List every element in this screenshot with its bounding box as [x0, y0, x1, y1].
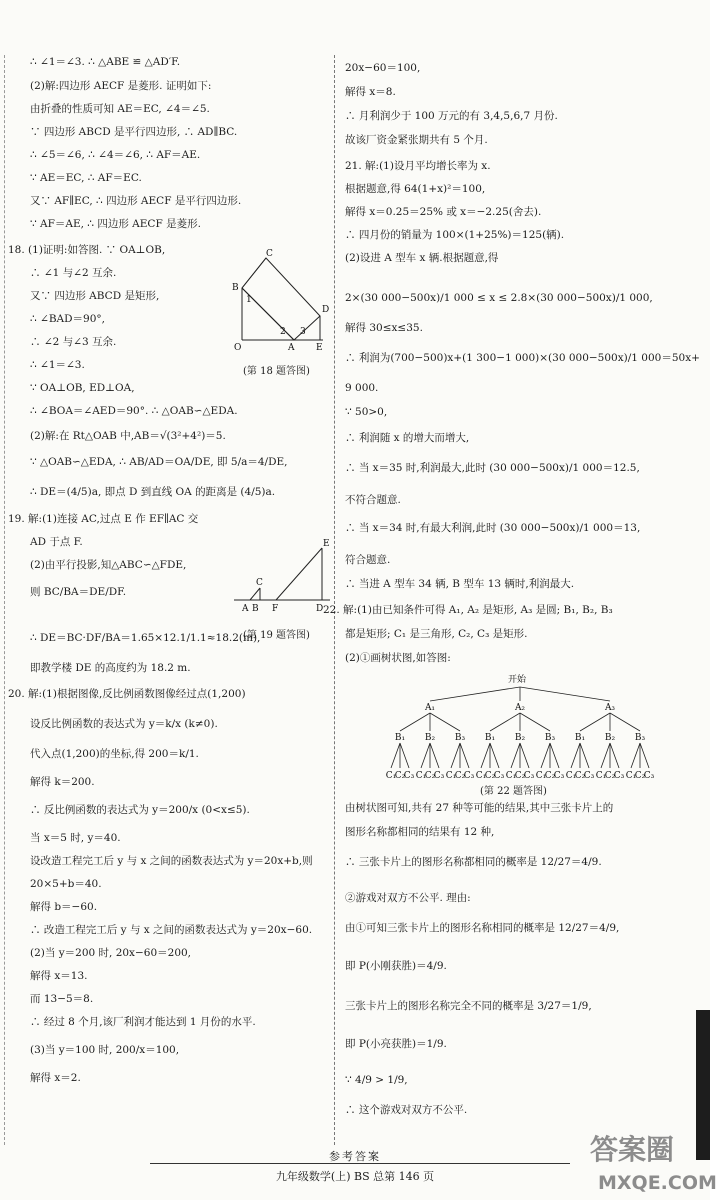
text-line: ∵ OA⊥OB, ED⊥OA, — [30, 382, 135, 394]
text-line: 而 13−5＝8. — [30, 993, 94, 1005]
tree-node-c: C₂ — [514, 771, 526, 781]
tree-node-c: C₃ — [583, 771, 595, 781]
footer-subtitle: 九年级数学(上) BS 总第 146 页 — [275, 1170, 435, 1183]
tree-branch — [490, 713, 520, 731]
text-line: 即 P(小刚获胜)＝4/9. — [345, 960, 447, 972]
text-line: 解得 x＝0.25＝25% 或 x＝−2.25(舍去). — [345, 206, 542, 218]
text-line: 解得 b＝−60. — [30, 901, 98, 913]
text-line: 则 BC/BA＝DE/DF. — [30, 586, 127, 598]
figure-18-caption: (第 18 题答图) — [243, 366, 310, 377]
text-line: 22. 解:(1)由已知条件可得 A₁, A₂ 是矩形, A₃ 是圆; B₁, B₂, B₃ — [323, 604, 613, 616]
tree-branch — [451, 743, 460, 768]
tree-node-a: A₂ — [514, 703, 526, 713]
text-line: ∴ 改造工程完工后 y 与 x 之间的函数表达式为 y＝20x−60. — [30, 924, 313, 936]
figure-22-caption: (第 22 题答图) — [480, 786, 547, 797]
text-line: 19. 解:(1)连接 AC,过点 E 作 EF∥AC 交 — [8, 513, 199, 525]
text-line: 设反比例函数的表达式为 y＝k/x (k≠0). — [30, 718, 218, 730]
tree-branch — [400, 713, 430, 731]
fig18-label: B — [232, 283, 239, 293]
text-line: 设改造工程完工后 y 与 x 之间的函数表达式为 y＝20x+b,则 — [30, 855, 313, 867]
text-line: ∴ 反比例函数的表达式为 y＝200/x (0<x≤5). — [30, 804, 250, 816]
text-line: (2)由平行投影,知△ABC∽△FDE, — [30, 559, 187, 571]
text-line: ∵ 4/9 > 1/9, — [345, 1074, 408, 1086]
text-line: 由树状图可知,共有 27 种等可能的结果,其中三张卡片上的 — [345, 802, 614, 814]
tree-node-c: C₃ — [493, 771, 505, 781]
tree-node-c: C₁ — [475, 771, 487, 781]
tree-node-c: C₃ — [523, 771, 535, 781]
text-line: ∴ ∠1＝∠3. ∴ △ABE ≌ △AD′F. — [30, 56, 181, 68]
text-line: ∴ 当 x＝35 时,利润最大,此时 (30 000−500x)/1 000＝12.5, — [345, 462, 640, 474]
text-line: (3)当 y＝100 时, 200/x＝100, — [30, 1044, 180, 1056]
text-line: (2)解:在 Rt△OAB 中,AB＝√(3²+4²)＝5. — [30, 430, 226, 442]
text-line: 又∵ AF∥EC, ∴ 四边形 AECF 是平行四边形. — [30, 195, 242, 207]
fig19-label: A — [242, 604, 249, 614]
tree-node-b: B₁ — [484, 733, 496, 743]
tree-branch — [520, 687, 610, 701]
figure-18 — [228, 250, 328, 360]
tree-branch — [430, 687, 520, 701]
text-line: 解得 x＝8. — [345, 86, 396, 98]
tree-node-c: C₃ — [403, 771, 415, 781]
text-line: 解得 30≤x≤35. — [345, 322, 423, 334]
tree-branch — [391, 743, 400, 768]
text-line: 解得 x＝2. — [30, 1072, 81, 1084]
text-line: 根据题意,得 64(1+x)²＝100, — [345, 183, 486, 195]
tree-branch — [520, 743, 529, 768]
fig19-label: C — [256, 578, 263, 588]
tree-branch — [610, 743, 619, 768]
tree-node-c: C₂ — [574, 771, 586, 781]
text-line: 20×5+b＝40. — [30, 878, 102, 890]
fig18-label: 1 — [246, 295, 252, 305]
fig19-label: D — [316, 604, 324, 614]
tree-node-c: C₃ — [433, 771, 445, 781]
margin-rule — [4, 55, 5, 1145]
text-line: 解得 k＝200. — [30, 776, 95, 788]
tree-branch — [400, 743, 409, 768]
text-line: ∴ ∠1＝∠3. — [30, 359, 85, 371]
tree-node-c: C₁ — [445, 771, 457, 781]
tree-branch — [421, 743, 430, 768]
text-line: ∴ 经过 8 个月,该厂利润才能达到 1 月份的水平. — [30, 1016, 256, 1028]
text-line: 故该厂资金紧张期共有 5 个月. — [345, 134, 488, 146]
text-line: 三张卡片上的图形名称完全不同的概率是 3/27＝1/9, — [345, 1000, 592, 1012]
text-line: 20. 解:(1)根据图像,反比例函数图像经过点(1,200) — [8, 688, 246, 700]
tree-branch — [571, 743, 580, 768]
tree-node-b: B₃ — [634, 733, 646, 743]
tree-node-c: C₂ — [394, 771, 406, 781]
tree-node-b: B₂ — [514, 733, 526, 743]
text-line: ∴ 这个游戏对双方不公平. — [345, 1104, 468, 1116]
text-line: ∵ △OAB∽△EDA, ∴ AB/AD＝OA/DE, 即 5/a＝4/DE, — [30, 456, 288, 468]
text-line: ∴ 月利润少于 100 万元的有 3,4,5,6,7 月份. — [345, 110, 558, 122]
tree-branch — [610, 713, 640, 731]
tree-node-c: C₁ — [415, 771, 427, 781]
text-line: 代入点(1,200)的坐标,得 200＝k/1. — [30, 748, 199, 760]
text-line: ∵ AE＝EC, ∴ AF＝EC. — [30, 172, 142, 184]
text-line: 当 x＝5 时, y＝40. — [30, 832, 121, 844]
tree-node-c: C₁ — [565, 771, 577, 781]
tree-node-c: C₁ — [535, 771, 547, 781]
tree-node-c: C₂ — [634, 771, 646, 781]
tree-node-c: C₃ — [463, 771, 475, 781]
text-line: 不符合题意. — [345, 494, 401, 506]
text-line: 由折叠的性质可知 AE＝EC, ∠4＝∠5. — [30, 103, 210, 115]
text-line: 2×(30 000−500x)/1 000 ≤ x ≤ 2.8×(30 000−500x)/1 000, — [345, 292, 653, 304]
text-line: ∵ AF＝AE, ∴ 四边形 AECF 是菱形. — [30, 218, 201, 230]
figure-19 — [228, 536, 333, 616]
watermark-text: 答案圈 — [590, 1133, 675, 1166]
fig19-label: F — [272, 604, 279, 614]
tree-node-c: C₂ — [454, 771, 466, 781]
text-line: 即 P(小亮获胜)＝1/9. — [345, 1038, 447, 1050]
tree-branch — [550, 743, 559, 768]
tree-node-c: C₂ — [424, 771, 436, 781]
tree-node-c: C₁ — [505, 771, 517, 781]
text-line: AD 于点 F. — [30, 536, 83, 548]
footer-title: 参考答案 — [329, 1150, 381, 1163]
watermark-url: MXQE.COM — [598, 1172, 717, 1194]
text-line: ∴ 利润随 x 的增大而增大, — [345, 432, 470, 444]
tree-branch — [580, 713, 610, 731]
tree-node-c: C₁ — [595, 771, 607, 781]
text-line: (2)当 y＝200 时, 20x−60＝200, — [30, 947, 192, 959]
tree-node-c: C₁ — [385, 771, 397, 781]
text-line: 图形名称都相同的结果有 12 种, — [345, 826, 495, 838]
tree-node-c: C₂ — [544, 771, 556, 781]
tree-node-b: B₂ — [604, 733, 616, 743]
tree-node-b: B₂ — [424, 733, 436, 743]
figure-22-tree — [370, 672, 670, 782]
footer-rule — [150, 1163, 570, 1164]
text-line: ∴ DE＝(4/5)a, 即点 D 到直线 OA 的距离是 (4/5)a. — [30, 486, 276, 498]
figure-19-caption: (第 19 题答图) — [243, 630, 310, 641]
text-line: ∴ 当 x＝34 时,有最大利润,此时 (30 000−500x)/1 000＝13, — [345, 522, 641, 534]
tree-branch — [541, 743, 550, 768]
fig18-label: D — [322, 305, 330, 315]
tree-branch — [460, 743, 469, 768]
tree-node-c: C₃ — [643, 771, 655, 781]
tree-branch — [520, 713, 550, 731]
tree-node-c: C₁ — [625, 771, 637, 781]
text-line: ∴ DE＝BC·DF/BA＝1.65×12.1/1.1≈18.2(m), — [30, 632, 261, 644]
text-line: (2)解:四边形 AECF 是菱形. 证明如下: — [30, 80, 212, 92]
tree-branch — [640, 743, 649, 768]
tree-branch — [601, 743, 610, 768]
text-line: ∴ ∠BOA＝∠AED＝90°. ∴ △OAB∽△EDA. — [30, 405, 238, 417]
tree-branch — [430, 713, 460, 731]
text-line: ∴ 四月份的销量为 100×(1+25%)＝125(辆). — [345, 229, 565, 241]
fig18-label: O — [234, 343, 242, 353]
text-line: ∴ 三张卡片上的图形名称都相同的概率是 12/27＝4/9. — [345, 856, 602, 868]
tree-node-b: B₃ — [454, 733, 466, 743]
text-line: ∴ ∠BAD＝90°, — [30, 313, 105, 325]
tree-branch — [580, 743, 589, 768]
tree-branch — [631, 743, 640, 768]
text-line: ②游戏对双方不公平. 理由: — [345, 892, 471, 904]
column-divider — [334, 55, 335, 1145]
tree-branch — [490, 743, 499, 768]
text-line: 符合题意. — [345, 554, 391, 566]
tree-node-b: B₃ — [544, 733, 556, 743]
fig18-label: 3 — [300, 327, 306, 337]
text-line: ∵ 50>0, — [345, 406, 388, 418]
tree-branch — [430, 743, 439, 768]
text-line: 都是矩形; C₁ 是三角形, C₂, C₃ 是矩形. — [345, 628, 528, 640]
fig18-label: 2 — [280, 327, 286, 337]
text-line: ∴ 利润为(700−500)x+(1 300−1 000)×(30 000−500x)/1 000＝50x+ — [345, 352, 700, 364]
tree-node-c: C₃ — [553, 771, 565, 781]
tree-node-a: A₁ — [424, 703, 436, 713]
fig19-label: E — [323, 539, 330, 549]
text-line: 解得 x＝13. — [30, 970, 88, 982]
text-line: (2)设进 A 型车 x 辆.根据题意,得 — [345, 252, 499, 264]
tree-node-b: B₁ — [574, 733, 586, 743]
text-line: ∴ ∠1 与∠2 互余. — [30, 267, 117, 279]
text-line: (2)①画树状图,如答图: — [345, 652, 451, 664]
text-line: 18. (1)证明:如答图. ∵ OA⊥OB, — [8, 244, 166, 256]
watermark-logo — [590, 1128, 717, 1200]
tree-node-c: C₂ — [484, 771, 496, 781]
text-line: 21. 解:(1)设月平均增长率为 x. — [345, 160, 491, 172]
text-line: 由①可知三张卡片上的图形名称相同的概率是 12/27＝4/9, — [345, 922, 620, 934]
tree-node-c: C₃ — [613, 771, 625, 781]
tree-node-b: B₁ — [394, 733, 406, 743]
text-line: 又∵ 四边形 ABCD 是矩形, — [30, 290, 160, 302]
tree-node-a: A₃ — [604, 703, 616, 713]
text-line: 20x−60＝100, — [345, 62, 421, 74]
text-line: 即教学楼 DE 的高度约为 18.2 m. — [30, 662, 191, 674]
tree-node-c: C₂ — [604, 771, 616, 781]
text-line: 9 000. — [345, 382, 379, 394]
text-line: ∴ ∠5＝∠6, ∴ ∠4＝∠6, ∴ AF＝AE. — [30, 149, 201, 161]
fig18-label: E — [316, 343, 323, 353]
tree-branch — [511, 743, 520, 768]
tree-branch — [481, 743, 490, 768]
tree-root-label: 开始 — [508, 675, 527, 685]
fig18-label: C — [266, 249, 273, 259]
text-line: ∵ 四边形 ABCD 是平行四边形, ∴ AD∥BC. — [30, 126, 238, 138]
fig18-label: A — [288, 343, 295, 353]
fig19-label: B — [252, 604, 259, 614]
text-line: ∴ 当进 A 型车 34 辆, B 型车 13 辆时,利润最大. — [345, 578, 575, 590]
text-line: ∴ ∠2 与∠3 互余. — [30, 336, 117, 348]
